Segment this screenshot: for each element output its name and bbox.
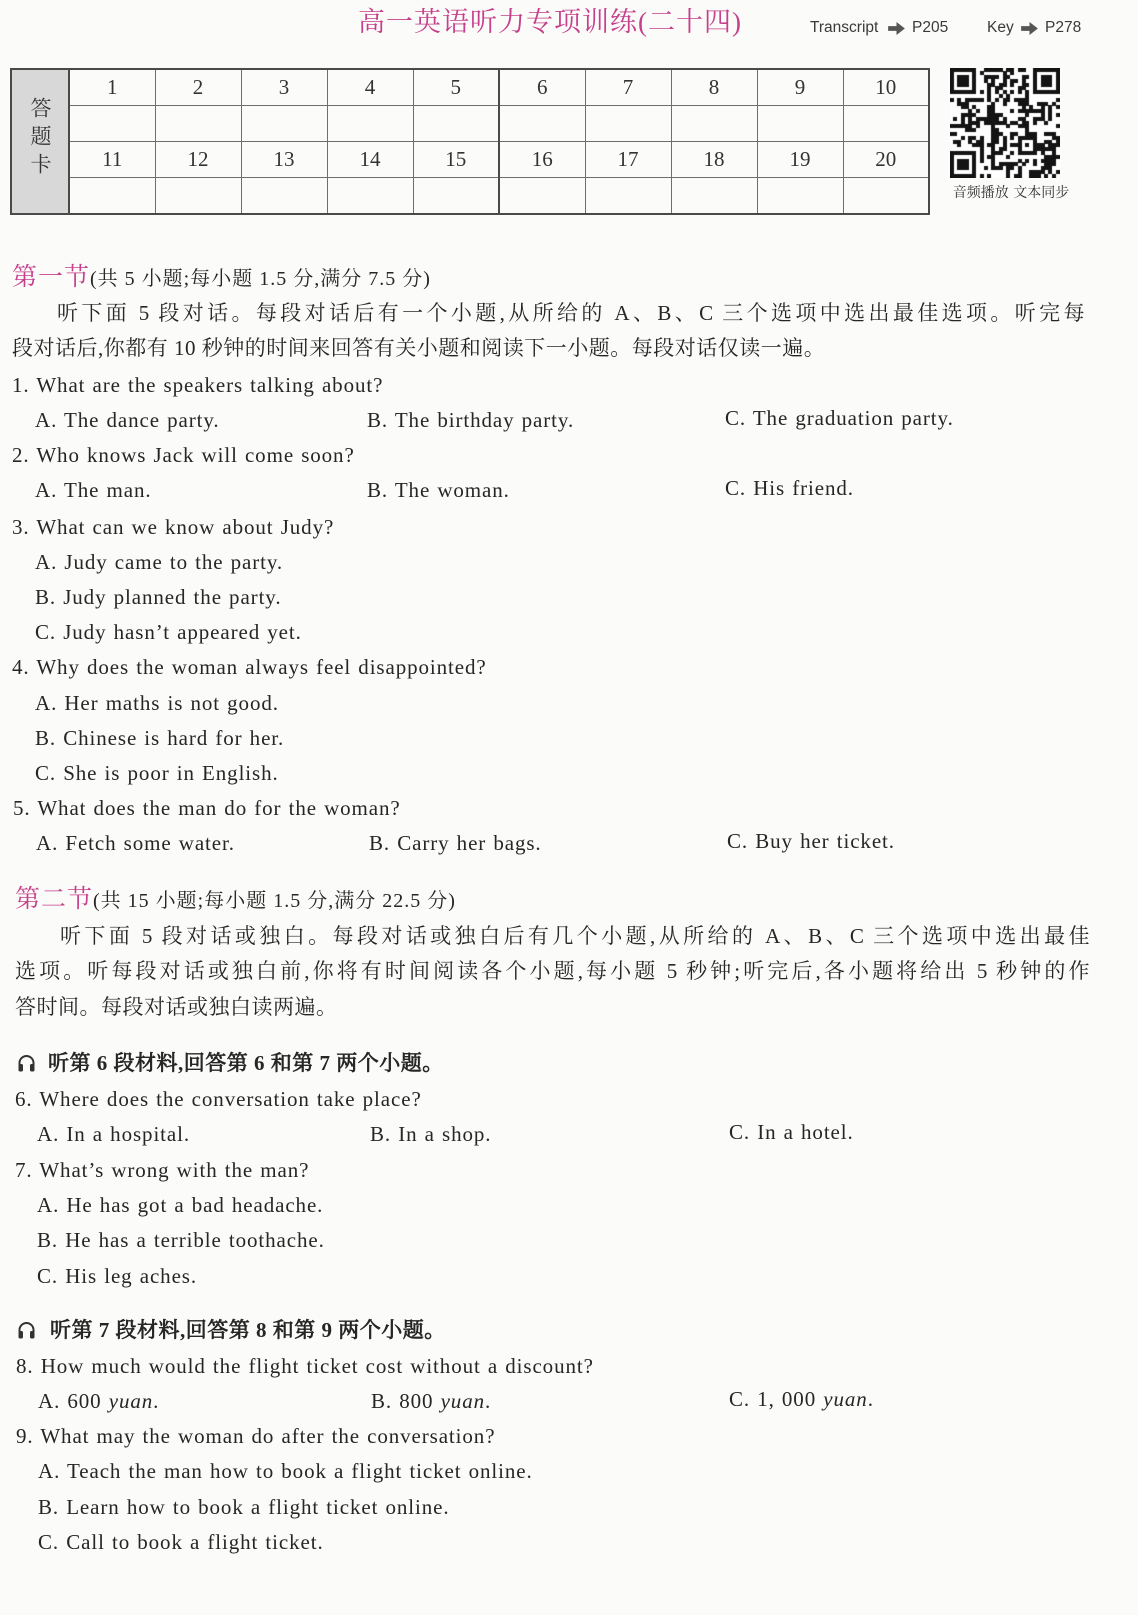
arrow-right-icon [1021,22,1038,35]
answer-blank-cell [757,106,843,142]
question-number-cell: 2 [155,69,241,106]
answer-blank-cell [241,178,327,215]
section-2-instructions-line: 答时间。每段对话或独白读两遍。 [15,995,338,1019]
option-text: C. 1, 000 [729,1387,817,1411]
section-2-heading [15,884,456,919]
question-number-cell: 11 [69,142,155,178]
option-text: A. 600 [38,1389,102,1413]
question-6-stem: 6. Where does the conversation take place? [15,1087,422,1111]
question-2-option-c: C. His friend. [725,476,854,500]
answer-card-label: 答题卡 [28,96,52,181]
question-4-option-a: A. Her maths is not good. [35,691,279,715]
answer-blank-cell [241,106,327,142]
headphones-icon [16,1320,37,1340]
question-6-option-c: C. In a hotel. [729,1120,854,1144]
page-title: 高一英语听力专项训练(二十四) [358,7,742,37]
question-8-option-b [371,1386,491,1416]
question-9-option-c: C. Call to book a flight ticket. [38,1530,324,1554]
section-1-instructions-line: 段对话后,你都有 10 秒钟的时间来回答有关小题和阅读下一小题。每段对话仅读一遍。 [12,336,826,360]
question-4-option-c: C. She is poor in English. [35,761,279,785]
option-text: B. 800 [371,1389,434,1413]
question-number-cell: 9 [757,69,843,106]
transcript-label: Transcript [810,19,879,36]
answer-blank-cell [413,106,499,142]
option-end: . [867,1387,874,1411]
question-8-option-c [729,1384,874,1414]
section-1-instructions-line: 听下面 5 段对话。每段对话后有一个小题,从所给的 A、B、C 三个选项中选出最佳选项。听完每 [57,301,1085,325]
question-5-option-b: B. Carry her bags. [369,831,542,855]
option-end: . [153,1389,160,1413]
question-4-option-b: B. Chinese is hard for her. [35,726,285,750]
question-number-cell: 3 [241,69,327,106]
qr-caption: 音频播放 文本同步 [952,185,1070,201]
answer-card-blank-row [11,106,929,142]
question-number-cell: 1 [69,69,155,106]
question-1-option-c: C. The graduation party. [725,406,954,430]
question-2-option-b: B. The woman. [367,478,510,502]
question-4-stem: 4. Why does the woman always feel disappointed? [12,655,487,679]
question-3-option-b: B. Judy planned the party. [35,585,282,609]
question-2-stem: 2. Who knows Jack will come soon? [12,443,355,467]
answer-blank-cell [69,106,155,142]
section-2-scoring: (共 15 小题;每小题 1.5 分,满分 22.5 分) [93,890,456,912]
question-7-option-a: A. He has got a bad headache. [37,1193,324,1217]
question-number-cell: 4 [327,69,413,106]
question-8-option-a [38,1386,159,1416]
question-7-option-b: B. He has a terrible toothache. [37,1228,325,1252]
question-number-cell: 5 [413,69,499,106]
arrow-right-icon [888,22,905,35]
question-7-stem: 7. What’s wrong with the man? [15,1158,310,1182]
answer-card [10,68,930,215]
answer-card-number-row [11,69,929,106]
question-3-stem: 3. What can we know about Judy? [12,515,335,539]
question-6-option-b: B. In a shop. [370,1122,492,1146]
answer-blank-cell [327,106,413,142]
answer-blank-cell [499,106,585,142]
material-7-heading: 听第 7 段材料,回答第 8 和第 9 两个小题。 [50,1318,446,1342]
answer-blank-cell [843,106,929,142]
question-1-stem: 1. What are the speakers talking about? [12,373,384,397]
section-2-title: 第二节 [15,886,94,913]
currency-unit: yuan [823,1387,868,1411]
question-3-option-a: A. Judy came to the party. [35,550,284,574]
question-number-cell: 12 [155,142,241,178]
answer-blank-cell [413,178,499,215]
question-number-cell: 20 [843,142,929,178]
question-9-stem: 9. What may the woman do after the conversation? [16,1424,496,1448]
question-1-option-a: A. The dance party. [35,408,220,432]
section-2-instructions-line: 听下面 5 段对话或独白。每段对话或独白后有几个小题,从所给的 A、B、C 三个选项中选出最佳 [60,924,1090,948]
answer-blank-cell [585,106,671,142]
currency-unit: yuan [108,1389,154,1413]
question-9-option-b: B. Learn how to book a flight ticket online. [38,1495,450,1519]
answer-card-number-row [11,142,929,178]
question-number-cell: 19 [757,142,843,178]
answer-blank-cell [499,178,585,215]
section-1-title: 第一节 [12,264,91,291]
answer-card-blank-row [11,178,929,215]
answer-blank-cell [155,106,241,142]
question-number-cell: 18 [671,142,757,178]
answer-blank-cell [671,106,757,142]
question-number-cell: 13 [241,142,327,178]
question-5-option-c: C. Buy her ticket. [727,829,895,853]
answer-blank-cell [69,178,155,215]
section-2-instructions-line: 选项。听每段对话或独白前,你将有时间阅读各个小题,每小题 5 秒钟;听完后,各小题将给出 5 秒钟的作 [15,959,1090,983]
question-3-option-c: C. Judy hasn’t appeared yet. [35,620,302,644]
material-6-heading: 听第 6 段材料,回答第 6 和第 7 两个小题。 [48,1051,444,1075]
qr-code [950,68,1060,178]
key-label: Key [987,19,1014,36]
question-1-option-b: B. The birthday party. [367,408,575,432]
question-number-cell: 8 [671,69,757,106]
headphones-icon [16,1053,37,1073]
currency-unit: yuan [440,1389,485,1413]
question-7-option-c: C. His leg aches. [37,1264,198,1288]
answer-blank-cell [585,178,671,215]
question-number-cell: 7 [585,69,671,106]
question-9-option-a: A. Teach the man how to book a flight ticket online. [38,1459,533,1483]
question-5-option-a: A. Fetch some water. [36,831,235,855]
transcript-page: P205 [912,19,949,36]
section-1-scoring: (共 5 小题;每小题 1.5 分,满分 7.5 分) [90,268,431,290]
answer-blank-cell [843,178,929,215]
question-number-cell: 14 [327,142,413,178]
answer-blank-cell [671,178,757,215]
question-6-option-a: A. In a hospital. [37,1122,191,1146]
question-5-stem: 5. What does the man do for the woman? [13,796,401,820]
section-1-heading [12,262,431,297]
answer-blank-cell [327,178,413,215]
question-2-option-a: A. The man. [35,478,152,502]
answer-blank-cell [757,178,843,215]
question-number-cell: 6 [499,69,585,106]
key-page: P278 [1045,19,1082,36]
question-number-cell: 10 [843,69,929,106]
question-number-cell: 15 [413,142,499,178]
answer-card-label-cell [11,69,69,214]
question-number-cell: 16 [499,142,585,178]
question-number-cell: 17 [585,142,671,178]
answer-blank-cell [155,178,241,215]
option-end: . [485,1389,492,1413]
question-8-stem: 8. How much would the flight ticket cost without a discount? [16,1354,594,1378]
